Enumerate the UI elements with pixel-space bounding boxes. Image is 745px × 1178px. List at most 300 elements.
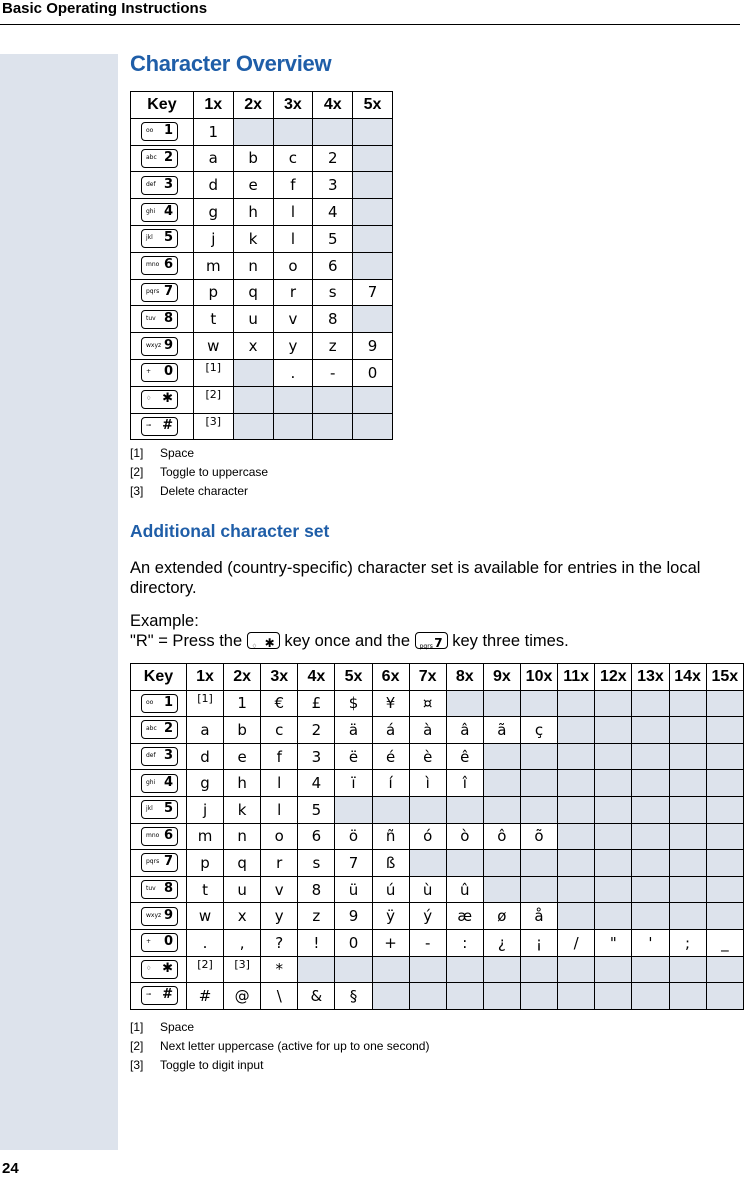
intro-paragraph: An extended (country-specific) character set is available for entries in the local directory. bbox=[130, 559, 701, 597]
header-rule bbox=[0, 24, 740, 25]
key-8-icon bbox=[141, 880, 178, 899]
key-small-label: oo bbox=[146, 127, 154, 135]
char-cell: ò bbox=[446, 823, 483, 850]
char-cell bbox=[313, 413, 353, 440]
char-cell bbox=[706, 876, 743, 903]
char-cell bbox=[595, 903, 632, 930]
char-cell bbox=[520, 956, 557, 983]
char-cell: w bbox=[193, 333, 233, 360]
char-cell bbox=[558, 717, 595, 744]
key-big-label: 4 bbox=[163, 203, 173, 219]
char-cell: ü bbox=[335, 876, 372, 903]
footnotes-table2 bbox=[130, 1018, 429, 1075]
key-cell bbox=[131, 225, 194, 252]
table-row bbox=[131, 118, 393, 145]
table-row bbox=[131, 850, 744, 877]
char-cell: ¥ bbox=[372, 690, 409, 717]
char-cell: 5 bbox=[298, 796, 335, 823]
char-cell: 0 bbox=[335, 929, 372, 956]
char-cell: ' bbox=[632, 929, 669, 956]
char-cell bbox=[273, 386, 313, 413]
char-cell bbox=[446, 796, 483, 823]
key-big-label: 8 bbox=[163, 881, 173, 897]
key-7-small: pqrs bbox=[419, 643, 433, 650]
char-cell bbox=[669, 850, 706, 877]
table-row bbox=[131, 956, 744, 983]
char-cell bbox=[233, 359, 273, 386]
char-cell: ô bbox=[483, 823, 520, 850]
char-cell: ! bbox=[298, 929, 335, 956]
char-cell bbox=[632, 983, 669, 1010]
char-cell: $ bbox=[335, 690, 372, 717]
char-cell bbox=[595, 956, 632, 983]
footnote-mark: [2] bbox=[130, 1039, 144, 1053]
char-cell bbox=[483, 770, 520, 797]
char-cell bbox=[483, 850, 520, 877]
table-row bbox=[131, 306, 393, 333]
char-cell: " bbox=[595, 929, 632, 956]
char-cell: [1] bbox=[193, 359, 233, 386]
char-cell bbox=[632, 796, 669, 823]
char-cell bbox=[520, 850, 557, 877]
char-cell: p bbox=[193, 279, 233, 306]
column-header: 2x bbox=[233, 92, 273, 119]
key-small-label: abc bbox=[146, 153, 157, 161]
example-text-b: key once and the bbox=[284, 632, 411, 650]
footnote-mark: [1] bbox=[130, 1020, 144, 1034]
char-cell: b bbox=[224, 717, 261, 744]
char-cell bbox=[595, 690, 632, 717]
char-cell bbox=[669, 956, 706, 983]
char-cell: [2] bbox=[193, 386, 233, 413]
char-cell: + bbox=[372, 929, 409, 956]
char-cell: e bbox=[224, 743, 261, 770]
char-cell: l bbox=[273, 225, 313, 252]
char-cell bbox=[372, 956, 409, 983]
column-header: 12x bbox=[595, 664, 632, 691]
char-cell: z bbox=[313, 333, 353, 360]
char-cell bbox=[558, 743, 595, 770]
footnote-text: Toggle to digit input bbox=[160, 1058, 264, 1072]
char-cell: 6 bbox=[313, 252, 353, 279]
key-big-label: 1 bbox=[163, 123, 173, 139]
column-header: 7x bbox=[409, 664, 446, 691]
char-cell bbox=[558, 770, 595, 797]
char-cell: # bbox=[186, 983, 223, 1010]
char-cell bbox=[446, 983, 483, 1010]
column-header: 13x bbox=[632, 664, 669, 691]
char-cell: m bbox=[193, 252, 233, 279]
char-cell bbox=[706, 850, 743, 877]
char-cell: o bbox=[273, 252, 313, 279]
char-cell bbox=[520, 743, 557, 770]
char-cell bbox=[595, 717, 632, 744]
key-small-label: mno bbox=[146, 261, 160, 269]
char-cell: n bbox=[233, 252, 273, 279]
char-cell bbox=[558, 903, 595, 930]
footnote-mark: [3] bbox=[130, 484, 144, 498]
key-1-icon bbox=[141, 694, 178, 713]
char-cell: y bbox=[261, 903, 298, 930]
char-cell bbox=[483, 690, 520, 717]
key-small-label: pqrs bbox=[146, 858, 160, 866]
star-key-icon bbox=[247, 632, 280, 649]
footnote bbox=[130, 482, 268, 501]
char-cell: m bbox=[186, 823, 223, 850]
key-cell bbox=[131, 413, 194, 440]
char-cell bbox=[335, 796, 372, 823]
char-cell: 3 bbox=[298, 743, 335, 770]
margin-sidebar bbox=[0, 54, 118, 1150]
char-cell: ¡ bbox=[520, 929, 557, 956]
char-cell: 9 bbox=[353, 333, 393, 360]
char-cell: ÿ bbox=[372, 903, 409, 930]
key-1-icon bbox=[141, 122, 178, 141]
char-cell: g bbox=[193, 199, 233, 226]
character-overview-table bbox=[130, 91, 393, 440]
key-small-label: ghi bbox=[146, 207, 156, 215]
key-small-label: tuv bbox=[146, 885, 156, 893]
column-header: 1x bbox=[186, 664, 223, 691]
key-cell bbox=[131, 956, 187, 983]
key-cell bbox=[131, 983, 187, 1010]
key-cell bbox=[131, 743, 187, 770]
footnote bbox=[130, 1018, 429, 1037]
char-cell: _ bbox=[706, 929, 743, 956]
char-cell: õ bbox=[520, 823, 557, 850]
column-header: 6x bbox=[372, 664, 409, 691]
char-cell bbox=[233, 386, 273, 413]
char-cell bbox=[233, 118, 273, 145]
key-✱-icon bbox=[141, 390, 178, 409]
char-cell bbox=[353, 145, 393, 172]
key-big-label: 8 bbox=[163, 310, 173, 326]
page-number: 24 bbox=[2, 1160, 19, 1177]
char-cell bbox=[669, 717, 706, 744]
key-cell bbox=[131, 690, 187, 717]
char-cell bbox=[313, 386, 353, 413]
char-cell: a bbox=[186, 717, 223, 744]
char-cell: t bbox=[193, 306, 233, 333]
char-cell bbox=[706, 717, 743, 744]
char-cell bbox=[669, 876, 706, 903]
char-cell bbox=[409, 956, 446, 983]
key-8-icon bbox=[141, 310, 178, 329]
char-cell bbox=[483, 956, 520, 983]
char-cell: , bbox=[224, 929, 261, 956]
char-cell bbox=[632, 903, 669, 930]
column-header: 14x bbox=[669, 664, 706, 691]
char-cell: e bbox=[233, 172, 273, 199]
column-header: 9x bbox=[483, 664, 520, 691]
char-cell: è bbox=[409, 743, 446, 770]
char-cell: é bbox=[372, 743, 409, 770]
char-cell bbox=[446, 850, 483, 877]
char-cell bbox=[595, 983, 632, 1010]
char-cell: t bbox=[186, 876, 223, 903]
char-cell: 8 bbox=[298, 876, 335, 903]
footnote-mark: [2] bbox=[130, 465, 144, 479]
column-header: 10x bbox=[520, 664, 557, 691]
key-small-label: jkl bbox=[146, 805, 153, 813]
char-cell bbox=[483, 743, 520, 770]
example-text-c: key three times. bbox=[452, 632, 569, 650]
key-cell bbox=[131, 359, 194, 386]
char-cell bbox=[706, 743, 743, 770]
table-row bbox=[131, 903, 744, 930]
header-title: Basic Operating Instructions bbox=[2, 0, 208, 17]
char-cell bbox=[446, 956, 483, 983]
key-cell bbox=[131, 172, 194, 199]
column-header: 2x bbox=[224, 664, 261, 691]
key-big-label: # bbox=[162, 987, 173, 1003]
char-cell: æ bbox=[446, 903, 483, 930]
char-cell: ý bbox=[409, 903, 446, 930]
char-cell: å bbox=[520, 903, 557, 930]
char-cell bbox=[409, 850, 446, 877]
additional-charset-table bbox=[130, 663, 744, 1010]
char-cell: s bbox=[313, 279, 353, 306]
example-label: Example: bbox=[130, 612, 199, 630]
char-cell: 7 bbox=[353, 279, 393, 306]
table-row bbox=[131, 823, 744, 850]
char-cell: f bbox=[273, 172, 313, 199]
char-cell: y bbox=[273, 333, 313, 360]
key-big-label: 9 bbox=[163, 907, 173, 923]
char-cell bbox=[706, 956, 743, 983]
char-cell: ï bbox=[335, 770, 372, 797]
char-cell: 4 bbox=[298, 770, 335, 797]
char-cell: ã bbox=[483, 717, 520, 744]
char-cell bbox=[353, 118, 393, 145]
char-cell: l bbox=[261, 770, 298, 797]
char-cell: c bbox=[261, 717, 298, 744]
char-cell: á bbox=[372, 717, 409, 744]
char-cell: ë bbox=[335, 743, 372, 770]
char-cell bbox=[632, 823, 669, 850]
char-cell: x bbox=[224, 903, 261, 930]
char-cell: u bbox=[233, 306, 273, 333]
key-big-label: ✱ bbox=[162, 960, 173, 976]
column-header: 4x bbox=[298, 664, 335, 691]
char-cell: [2] bbox=[186, 956, 223, 983]
char-cell bbox=[298, 956, 335, 983]
char-cell bbox=[595, 770, 632, 797]
char-cell: l bbox=[273, 199, 313, 226]
char-cell bbox=[520, 983, 557, 1010]
column-header: 5x bbox=[335, 664, 372, 691]
char-cell: ß bbox=[372, 850, 409, 877]
key-small-label: jkl bbox=[146, 234, 153, 242]
key-small-label: tuv bbox=[146, 314, 156, 322]
key-small-label: ⊸ bbox=[146, 421, 152, 429]
char-cell: ó bbox=[409, 823, 446, 850]
char-cell bbox=[632, 743, 669, 770]
char-cell bbox=[558, 796, 595, 823]
footnote bbox=[130, 463, 268, 482]
char-cell: k bbox=[224, 796, 261, 823]
char-cell: r bbox=[273, 279, 313, 306]
example-sentence bbox=[130, 631, 569, 651]
key-✱-icon bbox=[141, 960, 178, 979]
char-cell: 1 bbox=[193, 118, 233, 145]
column-header: 3x bbox=[261, 664, 298, 691]
key-big-label: 5 bbox=[163, 801, 173, 817]
char-cell: 4 bbox=[313, 199, 353, 226]
char-cell: ì bbox=[409, 770, 446, 797]
char-cell bbox=[335, 956, 372, 983]
char-cell: v bbox=[261, 876, 298, 903]
key-7-big: 7 bbox=[434, 636, 443, 650]
key-6-icon bbox=[141, 827, 178, 846]
column-header: Key bbox=[131, 664, 187, 691]
key-5-icon bbox=[141, 229, 178, 248]
table-row bbox=[131, 279, 393, 306]
char-cell bbox=[372, 796, 409, 823]
char-cell: 3 bbox=[313, 172, 353, 199]
key-big-label: 5 bbox=[163, 230, 173, 246]
char-cell bbox=[558, 690, 595, 717]
char-cell: ¿ bbox=[483, 929, 520, 956]
key-big-label: ✱ bbox=[162, 391, 173, 407]
key-cell bbox=[131, 252, 194, 279]
footnote-text: Next letter uppercase (active for up to one second) bbox=[160, 1039, 430, 1053]
char-cell: x bbox=[233, 333, 273, 360]
char-cell bbox=[595, 796, 632, 823]
char-cell: 5 bbox=[313, 225, 353, 252]
table-row bbox=[131, 690, 744, 717]
key-cell bbox=[131, 279, 194, 306]
char-cell bbox=[632, 690, 669, 717]
key-6-icon bbox=[141, 256, 178, 275]
char-cell bbox=[558, 823, 595, 850]
footnote-text: Delete character bbox=[160, 484, 249, 498]
footnotes-table1 bbox=[130, 444, 268, 501]
footnote-mark: [3] bbox=[130, 1058, 144, 1072]
key-big-label: 2 bbox=[163, 721, 173, 737]
key-small-label: + bbox=[146, 938, 152, 946]
column-header: 4x bbox=[313, 92, 353, 119]
star-key-big: ✱ bbox=[264, 636, 275, 650]
key-small-label: pqrs bbox=[146, 287, 160, 295]
char-cell: 6 bbox=[298, 823, 335, 850]
section-title-character-overview: Character Overview bbox=[130, 51, 332, 76]
key-small-label: mno bbox=[146, 831, 160, 839]
char-cell: l bbox=[261, 796, 298, 823]
example-text-a: "R" = Press the bbox=[130, 632, 243, 650]
table-row bbox=[131, 876, 744, 903]
char-cell: 8 bbox=[313, 306, 353, 333]
char-cell: à bbox=[409, 717, 446, 744]
char-cell: \ bbox=[261, 983, 298, 1010]
char-cell bbox=[669, 823, 706, 850]
key-7-icon bbox=[141, 853, 178, 872]
char-cell bbox=[409, 796, 446, 823]
char-cell bbox=[273, 413, 313, 440]
char-cell bbox=[595, 743, 632, 770]
key-cell bbox=[131, 145, 194, 172]
char-cell: a bbox=[193, 145, 233, 172]
char-cell: s bbox=[298, 850, 335, 877]
key-cell bbox=[131, 199, 194, 226]
key-cell bbox=[131, 823, 187, 850]
char-cell bbox=[669, 690, 706, 717]
char-cell bbox=[706, 796, 743, 823]
char-cell bbox=[520, 876, 557, 903]
char-cell: ø bbox=[483, 903, 520, 930]
key-2-icon bbox=[141, 149, 178, 168]
key-0-icon bbox=[141, 933, 178, 952]
char-cell bbox=[233, 413, 273, 440]
char-cell: q bbox=[233, 279, 273, 306]
key-3-icon bbox=[141, 747, 178, 766]
table-row bbox=[131, 743, 744, 770]
char-cell bbox=[706, 903, 743, 930]
char-cell: p bbox=[186, 850, 223, 877]
char-cell: [3] bbox=[193, 413, 233, 440]
char-cell: ù bbox=[409, 876, 446, 903]
key-small-label: + bbox=[146, 368, 152, 376]
char-cell: g bbox=[186, 770, 223, 797]
char-cell: ú bbox=[372, 876, 409, 903]
key-cell bbox=[131, 770, 187, 797]
key-small-label: oo bbox=[146, 698, 154, 706]
char-cell: 2 bbox=[298, 717, 335, 744]
char-cell: 9 bbox=[335, 903, 372, 930]
table-row bbox=[131, 225, 393, 252]
key-cell bbox=[131, 876, 187, 903]
key-big-label: 6 bbox=[163, 257, 173, 273]
table-row bbox=[131, 413, 393, 440]
key-cell bbox=[131, 306, 194, 333]
char-cell: r bbox=[261, 850, 298, 877]
column-header: 11x bbox=[558, 664, 595, 691]
char-cell: ¤ bbox=[409, 690, 446, 717]
char-cell bbox=[558, 956, 595, 983]
char-cell: [1] bbox=[186, 690, 223, 717]
key-big-label: 1 bbox=[163, 694, 173, 710]
char-cell: @ bbox=[224, 983, 261, 1010]
char-cell: 7 bbox=[335, 850, 372, 877]
key-9-icon bbox=[141, 337, 178, 356]
key-0-icon bbox=[141, 363, 178, 382]
key-cell bbox=[131, 333, 194, 360]
char-cell bbox=[558, 983, 595, 1010]
char-cell bbox=[632, 770, 669, 797]
key-big-label: 0 bbox=[163, 364, 173, 380]
char-cell: â bbox=[446, 717, 483, 744]
char-cell: 0 bbox=[353, 359, 393, 386]
char-cell: ñ bbox=[372, 823, 409, 850]
char-cell: j bbox=[193, 225, 233, 252]
char-cell bbox=[669, 770, 706, 797]
char-cell: : bbox=[446, 929, 483, 956]
key-small-label: def bbox=[146, 180, 156, 188]
char-cell: £ bbox=[298, 690, 335, 717]
key-big-label: 7 bbox=[163, 854, 173, 870]
char-cell: ; bbox=[669, 929, 706, 956]
char-cell bbox=[520, 796, 557, 823]
char-cell bbox=[632, 850, 669, 877]
key-7-icon bbox=[141, 283, 178, 302]
char-cell: 1 bbox=[224, 690, 261, 717]
char-cell bbox=[483, 983, 520, 1010]
char-cell bbox=[669, 983, 706, 1010]
key-small-label: ♢ bbox=[146, 395, 152, 403]
key-big-label: 4 bbox=[163, 774, 173, 790]
table-row bbox=[131, 172, 393, 199]
char-cell bbox=[632, 956, 669, 983]
